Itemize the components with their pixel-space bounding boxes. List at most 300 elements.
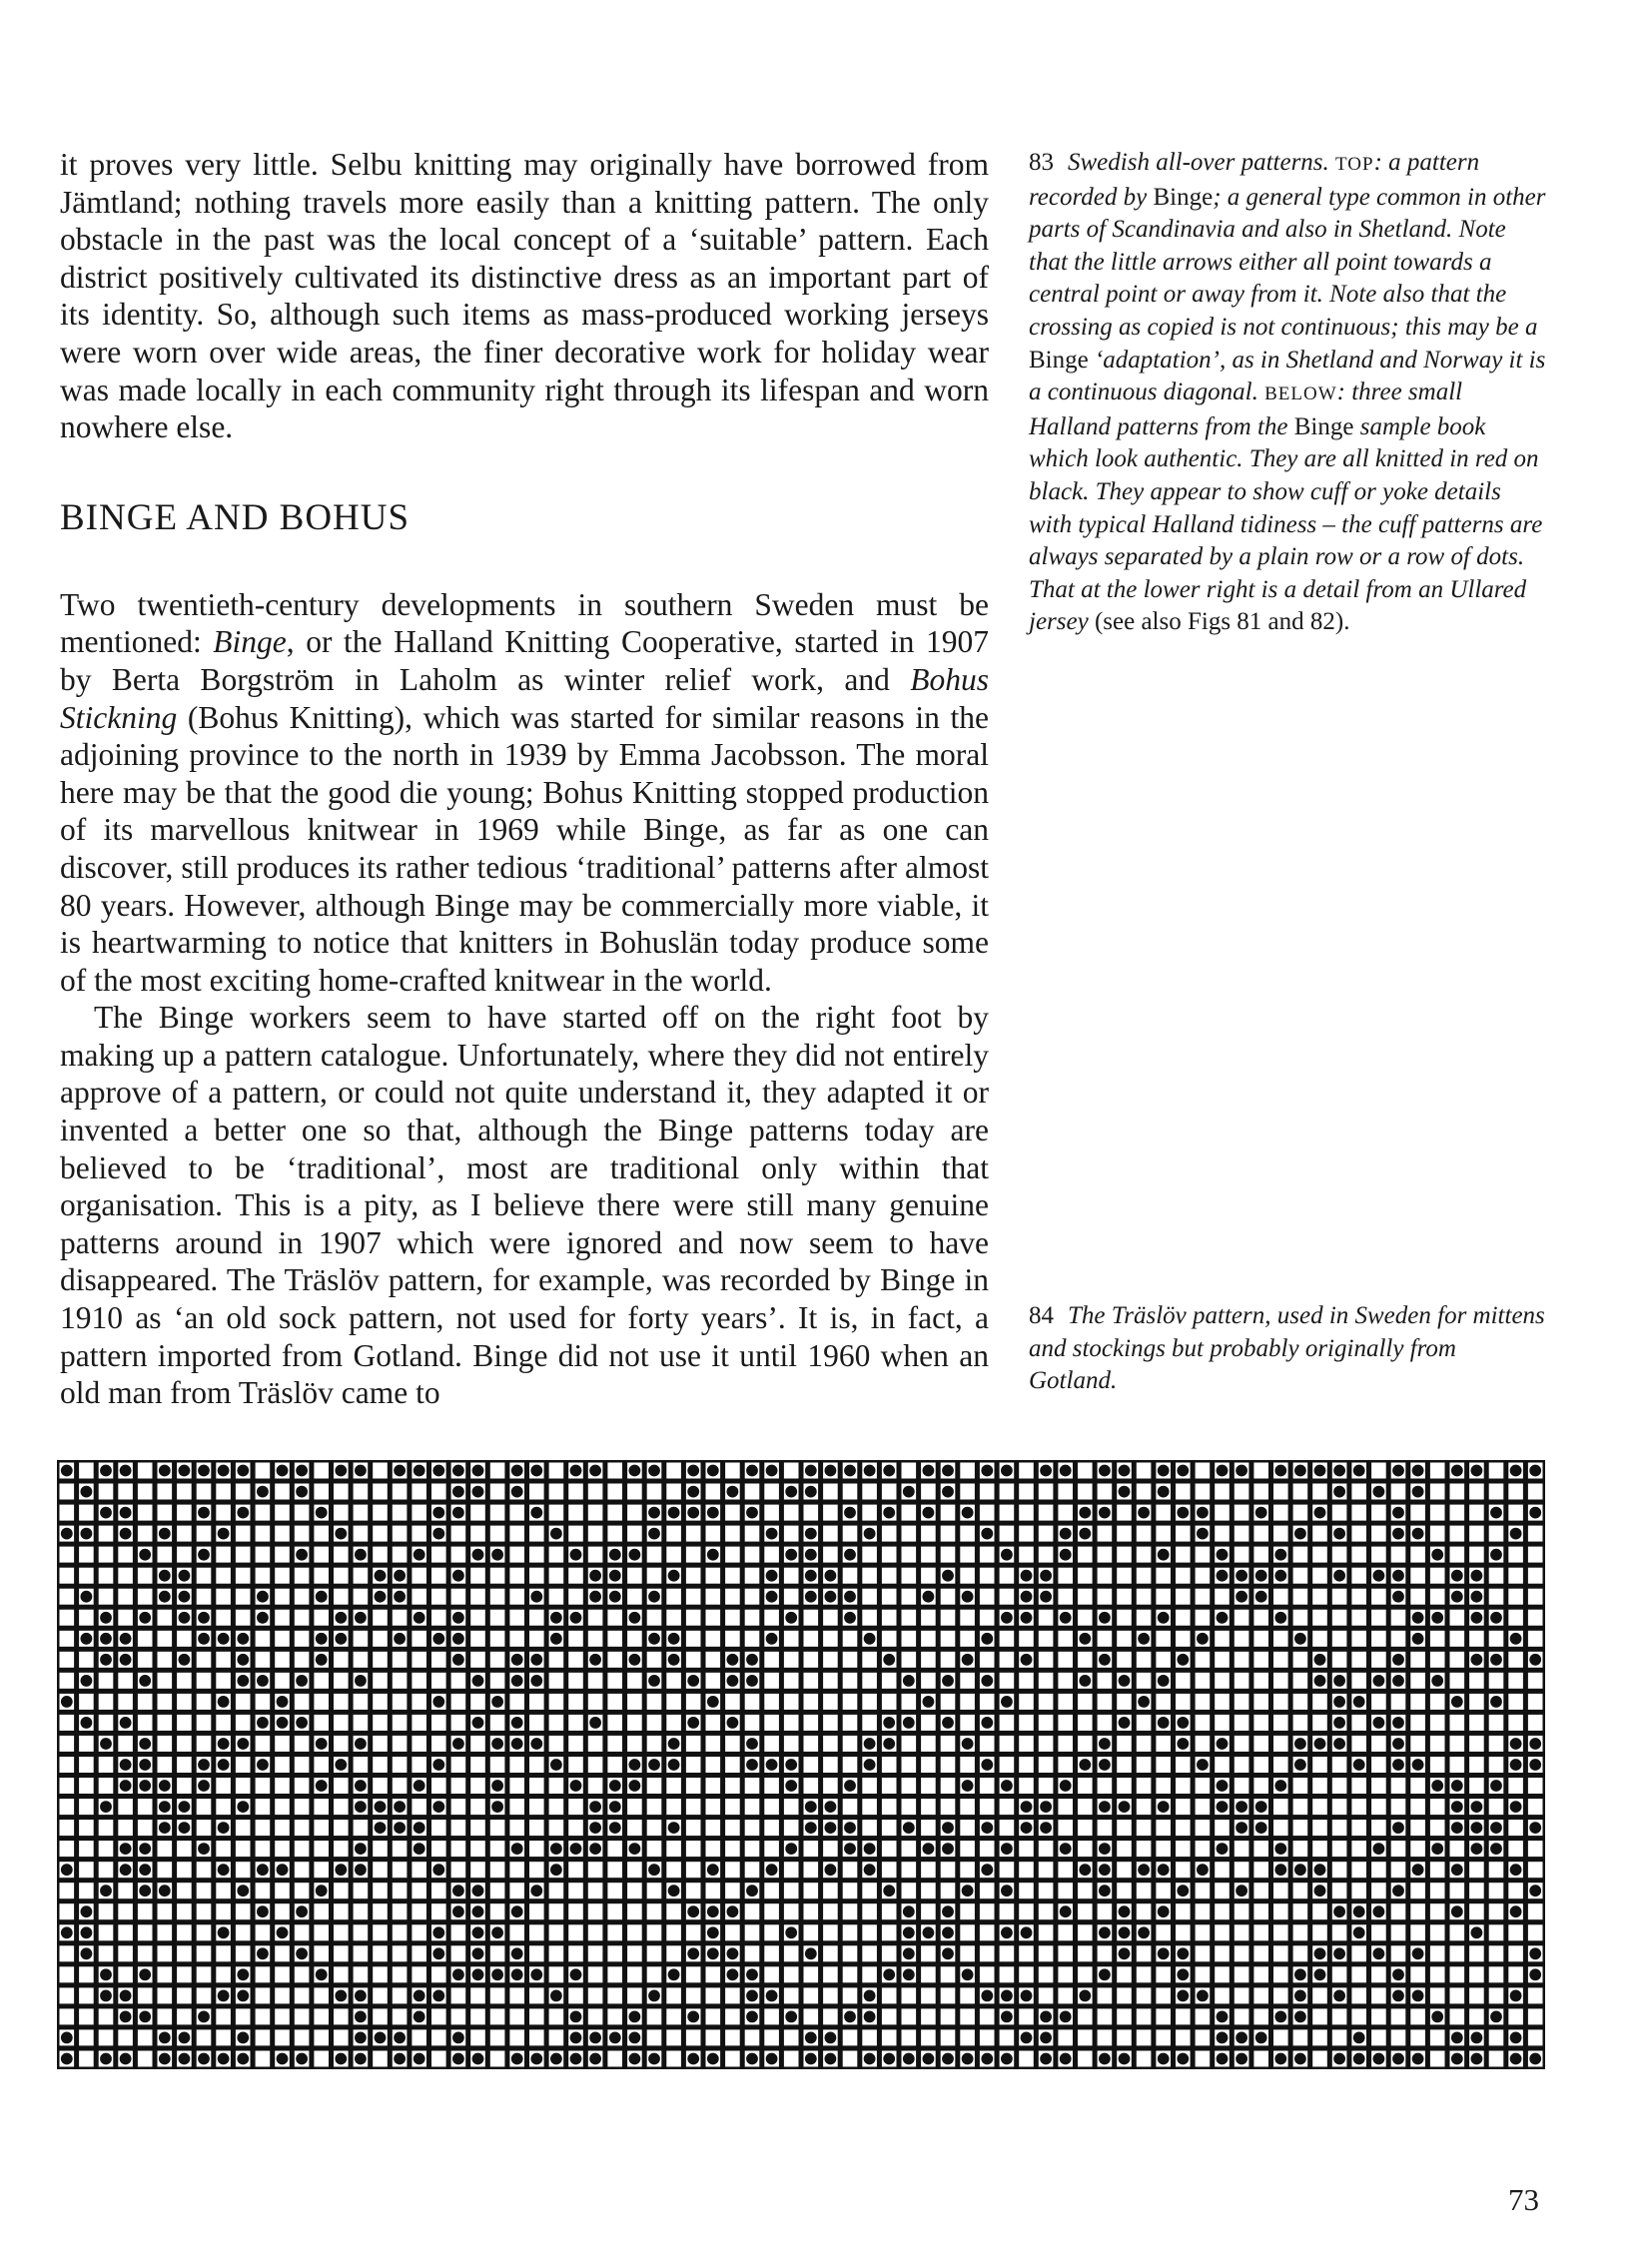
stitch-dot (1040, 2011, 1052, 2023)
chart-cell (960, 1673, 975, 1689)
chart-cell (1117, 1652, 1132, 1668)
chart-cell (1371, 1547, 1386, 1563)
stitch-dot (1099, 1738, 1111, 1750)
chart-cell (804, 1505, 819, 1521)
stitch-dot (766, 1528, 778, 1540)
chart-cell (334, 1841, 349, 1857)
chart-cell (393, 1778, 408, 1794)
chart-cell (764, 1652, 779, 1668)
chart-cell (99, 1694, 114, 1710)
chart-cell (1156, 1778, 1171, 1794)
chart-cell (627, 1987, 642, 2003)
stitch-dot (257, 1905, 269, 1917)
chart-cell (1430, 1484, 1445, 1500)
chart-cell (784, 1820, 799, 1836)
stitch-dot (530, 1675, 542, 1687)
stitch-dot (1138, 1633, 1150, 1645)
chart-cell (1253, 1463, 1268, 1479)
stitch-dot (805, 1822, 817, 1834)
chart-cell (509, 1799, 524, 1815)
chart-cell (1371, 1505, 1386, 1521)
stitch-dot (785, 1843, 797, 1855)
chart-cell (1215, 1883, 1230, 1898)
chart-cell (1410, 1715, 1425, 1731)
chart-cell (1273, 1924, 1288, 1940)
chart-cell (823, 1610, 838, 1626)
caption-text: (see also Figs 81 and 82). (1094, 608, 1350, 636)
chart-cell (60, 2008, 75, 2024)
chart-cell (60, 1736, 75, 1752)
chart-cell (275, 1820, 290, 1836)
chart-cell (1019, 1484, 1034, 1500)
stitch-dot (903, 1675, 915, 1687)
chart-cell (921, 1757, 936, 1773)
stitch-dot (1119, 1465, 1131, 1477)
chart-cell (314, 1862, 329, 1878)
chart-cell (295, 1505, 310, 1521)
chart-cell (373, 1924, 388, 1940)
stitch-dot (1255, 1591, 1267, 1603)
chart-cell (529, 1799, 544, 1815)
chart-cell (725, 1841, 740, 1857)
stitch-dot (296, 1717, 308, 1729)
chart-cell (568, 1526, 583, 1542)
chart-cell (275, 1484, 290, 1500)
stitch-dot (511, 2053, 523, 2065)
chart-cell (686, 1694, 701, 1710)
chart-cell (158, 1736, 173, 1752)
chart-cell (158, 1652, 173, 1668)
chart-cell (1253, 1883, 1268, 1898)
chart-cell (843, 1526, 858, 1542)
chart-cell (295, 1652, 310, 1668)
stitch-dot (903, 1926, 915, 1938)
chart-cell (568, 1631, 583, 1647)
stitch-dot (1314, 1654, 1326, 1666)
stitch-dot (1079, 1633, 1091, 1645)
chart-cell (764, 1736, 779, 1752)
chart-cell (1528, 1484, 1543, 1500)
stitch-dot (1060, 2011, 1072, 2023)
stitch-dot (413, 2011, 425, 2023)
chart-cell (1137, 1903, 1152, 1919)
chart-cell (666, 1610, 681, 1626)
chart-cell (314, 2029, 329, 2045)
chart-cell (980, 1610, 995, 1626)
stitch-dot (237, 1801, 249, 1813)
chart-cell (79, 1547, 94, 1563)
chart-cell (745, 1694, 760, 1710)
stitch-dot (629, 1654, 641, 1666)
stitch-dot (1333, 1465, 1345, 1477)
stitch-dot (825, 2032, 837, 2044)
stitch-dot (883, 1507, 895, 1519)
chart-cell (1410, 1903, 1425, 1919)
chart-cell (666, 1903, 681, 1919)
chart-cell (256, 2029, 271, 2045)
chart-cell (334, 1484, 349, 1500)
chart-cell (314, 1526, 329, 1542)
chart-cell (1312, 1610, 1327, 1626)
chart-cell (980, 2008, 995, 2024)
chart-cell (784, 1694, 799, 1710)
chart-cell (354, 1757, 369, 1773)
chart-cell (1469, 1694, 1484, 1710)
chart-cell (1078, 1589, 1093, 1605)
chart-cell (941, 1883, 956, 1898)
stitch-dot (1119, 1675, 1131, 1687)
stitch-dot (375, 1801, 387, 1813)
chart-cell (921, 1715, 936, 1731)
chart-cell (1156, 1505, 1171, 1521)
stitch-dot (139, 1843, 151, 1855)
chart-cell (490, 1505, 505, 1521)
stitch-dot (981, 1990, 993, 2002)
stitch-dot (394, 1822, 406, 1834)
stitch-dot (413, 1990, 425, 2002)
stitch-dot (1471, 1654, 1483, 1666)
stitch-dot (1510, 1633, 1522, 1645)
chart-cell (823, 1673, 838, 1689)
chart-cell (393, 1736, 408, 1752)
stitch-dot (61, 1696, 73, 1708)
stitch-dot (648, 1465, 660, 1477)
stitch-dot (687, 1507, 699, 1519)
chart-cell (431, 1673, 446, 1689)
chart-cell (725, 1883, 740, 1898)
stitch-dot (1236, 1884, 1247, 1896)
stitch-dot (1392, 1822, 1404, 1834)
chart-cell (1078, 1463, 1093, 1479)
chart-cell (60, 1568, 75, 1584)
chart-cell (1391, 1862, 1406, 1878)
chart-cell (216, 1484, 231, 1500)
chart-cell (960, 2029, 975, 2045)
chart-cell (745, 1945, 760, 1961)
chart-cell (236, 1841, 251, 1857)
chart-cell (177, 1505, 192, 1521)
stitch-dot (727, 1654, 739, 1666)
chart-cell (79, 2051, 94, 2067)
chart-cell (1117, 1778, 1132, 1794)
chart-cell (1215, 1652, 1230, 1668)
chart-cell (1039, 1547, 1054, 1563)
stitch-dot (981, 1675, 993, 1687)
chart-cell (1196, 1652, 1211, 1668)
stitch-dot (648, 1528, 660, 1540)
chart-cell (1293, 1924, 1308, 1940)
chart-cell (1371, 1966, 1386, 1982)
stitch-dot (237, 1633, 249, 1645)
stitch-dot (355, 2011, 367, 2023)
chart-cell (627, 1526, 642, 1542)
chart-cell (509, 1589, 524, 1605)
chart-cell (1312, 1547, 1327, 1563)
chart-cell (804, 2008, 819, 2024)
chart-cell (158, 1505, 173, 1521)
chart-cell (158, 1841, 173, 1857)
chart-cell (862, 1799, 877, 1815)
stitch-dot (746, 1654, 758, 1666)
chart-cell (275, 1652, 290, 1668)
chart-cell (216, 1799, 231, 1815)
chart-cell (823, 1526, 838, 1542)
chart-cell (236, 1715, 251, 1731)
chart-cell (412, 1505, 426, 1521)
stitch-dot (629, 1780, 641, 1792)
stitch-dot (1510, 1905, 1522, 1917)
stitch-dot (472, 1465, 484, 1477)
chart-cell (843, 1484, 858, 1500)
chart-cell (980, 1924, 995, 1940)
stitch-dot (1217, 1465, 1229, 1477)
chart-cell (804, 1715, 819, 1731)
chart-cell (490, 1820, 505, 1836)
chart-cell (1450, 1484, 1465, 1500)
chart-cell (1039, 1778, 1054, 1794)
chart-cell (79, 1757, 94, 1773)
chart-cell (1489, 1945, 1504, 1961)
chart-cell (99, 1820, 114, 1836)
chart-cell (60, 1903, 75, 1919)
chart-cell (197, 1715, 212, 1731)
chart-cell (1019, 1631, 1034, 1647)
chart-cell (236, 1757, 251, 1773)
chart-cell (706, 1610, 721, 1626)
stitch-dot (472, 1947, 484, 1959)
chart-cell (1489, 1966, 1504, 1982)
stitch-dot (1451, 1864, 1463, 1876)
chart-cell (725, 1736, 740, 1752)
chart-cell (1000, 1652, 1015, 1668)
chart-cell (99, 2029, 114, 2045)
stitch-dot (277, 1465, 289, 1477)
chart-cell (509, 1505, 524, 1521)
stitch-dot (491, 1738, 503, 1750)
chart-cell (138, 1924, 153, 1940)
chart-cell (1098, 2029, 1113, 2045)
chart-cell (1489, 1673, 1504, 1689)
chart-cell (882, 1547, 897, 1563)
stitch-dot (296, 1905, 308, 1917)
stitch-dot (198, 1759, 210, 1771)
stitch-dot (883, 1654, 895, 1666)
chart-cell (1098, 1526, 1113, 1542)
chart-cell (158, 1924, 173, 1940)
chart-cell (607, 1862, 622, 1878)
stitch-dot (707, 1905, 719, 1917)
chart-cell (804, 1610, 819, 1626)
chart-cell (1528, 1903, 1543, 1919)
chart-cell (431, 1778, 446, 1794)
stitch-dot (472, 1675, 484, 1687)
stitch-dot (805, 1801, 817, 1813)
stitch-dot (1217, 2011, 1229, 2023)
chart-cell (843, 2051, 858, 2067)
stitch-dot (825, 1591, 837, 1603)
paragraph-text: Two twentieth-century developments in southern Sweden must be mentioned: (60, 586, 989, 660)
chart-cell (980, 1883, 995, 1898)
stitch-dot (687, 1717, 699, 1729)
chart-cell (549, 1715, 564, 1731)
chart-cell (1058, 1589, 1073, 1605)
stitch-dot (1099, 1968, 1111, 1980)
chart-cell (177, 1862, 192, 1878)
chart-cell (60, 1484, 75, 1500)
chart-cell (902, 1778, 917, 1794)
chart-cell (921, 1945, 936, 1961)
chart-cell (412, 1568, 426, 1584)
chart-cell (607, 1945, 622, 1961)
chart-cell (1176, 1610, 1191, 1626)
stitch-dot (511, 1905, 523, 1917)
chart-cell (373, 1903, 388, 1919)
chart-cell (784, 1736, 799, 1752)
chart-cell (647, 1610, 662, 1626)
chart-cell (158, 1484, 173, 1500)
stitch-dot (1274, 2011, 1286, 2023)
chart-cell (1039, 1715, 1054, 1731)
stitch-dot (981, 1633, 993, 1645)
stitch-dot (198, 1612, 210, 1624)
stitch-dot (1451, 2053, 1463, 2065)
chart-cell (764, 1799, 779, 1815)
chart-cell (1528, 1778, 1543, 1794)
stitch-dot (81, 1486, 93, 1498)
chart-cell (393, 1757, 408, 1773)
chart-cell (1098, 1694, 1113, 1710)
chart-cell (1137, 1673, 1152, 1689)
chart-cell (1371, 1778, 1386, 1794)
chart-cell (1019, 1694, 1034, 1710)
chart-cell (1078, 1484, 1093, 1500)
chart-cell (1000, 1945, 1015, 1961)
chart-cell (1137, 1945, 1152, 1961)
chart-cell (568, 1862, 583, 1878)
chart-cell (1410, 1694, 1425, 1710)
chart-cell (275, 1987, 290, 2003)
chart-cell (686, 1841, 701, 1857)
stitch-dot (1294, 1528, 1306, 1540)
stitch-dot (1040, 2032, 1052, 2044)
chart-cell (882, 1589, 897, 1605)
chart-cell (529, 1820, 544, 1836)
stitch-dot (198, 1780, 210, 1792)
stitch-dot (981, 1822, 993, 1834)
stitch-dot (1294, 1759, 1306, 1771)
chart-cell (1156, 1568, 1171, 1584)
stitch-dot (316, 1591, 328, 1603)
chart-cell (1312, 1715, 1327, 1731)
chart-cell (921, 1799, 936, 1815)
chart-cell (1058, 1673, 1073, 1689)
stitch-dot (648, 2053, 660, 2065)
chart-cell (490, 1987, 505, 2003)
chart-cell (412, 1862, 426, 1878)
stitch-dot (825, 1465, 837, 1477)
chart-cell (941, 1966, 956, 1982)
stitch-dot (629, 2053, 641, 2065)
stitch-dot (335, 1465, 347, 1477)
stitch-dot (687, 1905, 699, 1917)
chart-cell (275, 1589, 290, 1605)
chart-cell (373, 1715, 388, 1731)
stitch-dot (530, 1884, 542, 1896)
stitch-dot (491, 1968, 503, 1980)
chart-cell (60, 1505, 75, 1521)
chart-cell (902, 1862, 917, 1878)
chart-cell (823, 1924, 838, 1940)
chart-cell (1019, 1945, 1034, 1961)
chart-cell (334, 1945, 349, 1961)
chart-cell (862, 1673, 877, 1689)
chart-cell (1117, 2008, 1132, 2024)
chart-cell (393, 1652, 408, 1668)
stitch-dot (1177, 1717, 1189, 1729)
chart-cell (607, 1924, 622, 1940)
chart-cell (568, 1799, 583, 1815)
stitch-dot (687, 1486, 699, 1498)
chart-cell (1371, 1924, 1386, 1940)
chart-cell (393, 1673, 408, 1689)
stitch-dot (1217, 1780, 1229, 1792)
chart-cell (490, 1883, 505, 1898)
chart-cell (1410, 1778, 1425, 1794)
chart-cell (1371, 1610, 1386, 1626)
stitch-dot (316, 1654, 328, 1666)
chart-cell (1137, 1987, 1152, 2003)
chart-cell (980, 1589, 995, 1605)
stitch-dot (1353, 1696, 1365, 1708)
chart-cell (1253, 1862, 1268, 1878)
chart-cell (275, 2008, 290, 2024)
stitch-dot (1490, 1843, 1502, 1855)
stitch-dot (1040, 1465, 1052, 1477)
chart-cell (509, 1924, 524, 1940)
chart-cell (1312, 1526, 1327, 1542)
chart-cell (1019, 1841, 1034, 1857)
stitch-dot (844, 1465, 856, 1477)
chart-cell (431, 2051, 446, 2067)
chart-cell (568, 1903, 583, 1919)
stitch-dot (120, 1843, 132, 1855)
chart-cell (1253, 1736, 1268, 1752)
chart-cell (138, 1568, 153, 1584)
stitch-dot (746, 1990, 758, 2002)
stitch-dot (1040, 1801, 1052, 1813)
chart-cell (1489, 1568, 1504, 1584)
chart-cell (1351, 1966, 1366, 1982)
chart-cell (1235, 1673, 1249, 1689)
chart-cell (1450, 1945, 1465, 1961)
chart-cell (1430, 2029, 1445, 2045)
stitch-dot (1314, 1968, 1326, 1980)
chart-cell (666, 1862, 681, 1878)
chart-cell (1312, 2008, 1327, 2024)
chart-cell (804, 1883, 819, 1898)
chart-cell (745, 1799, 760, 1815)
stitch-dot (1197, 1528, 1209, 1540)
chart-cell (1371, 2008, 1386, 2024)
chart-cell (373, 1778, 388, 1794)
chart-cell (980, 1841, 995, 1857)
stitch-dot (159, 1591, 171, 1603)
stitch-dot (1471, 1926, 1483, 1938)
stitch-dot (335, 1633, 347, 1645)
chart-cell (1253, 1945, 1268, 1961)
stitch-dot (1392, 1591, 1404, 1603)
chart-cell (177, 1694, 192, 1710)
